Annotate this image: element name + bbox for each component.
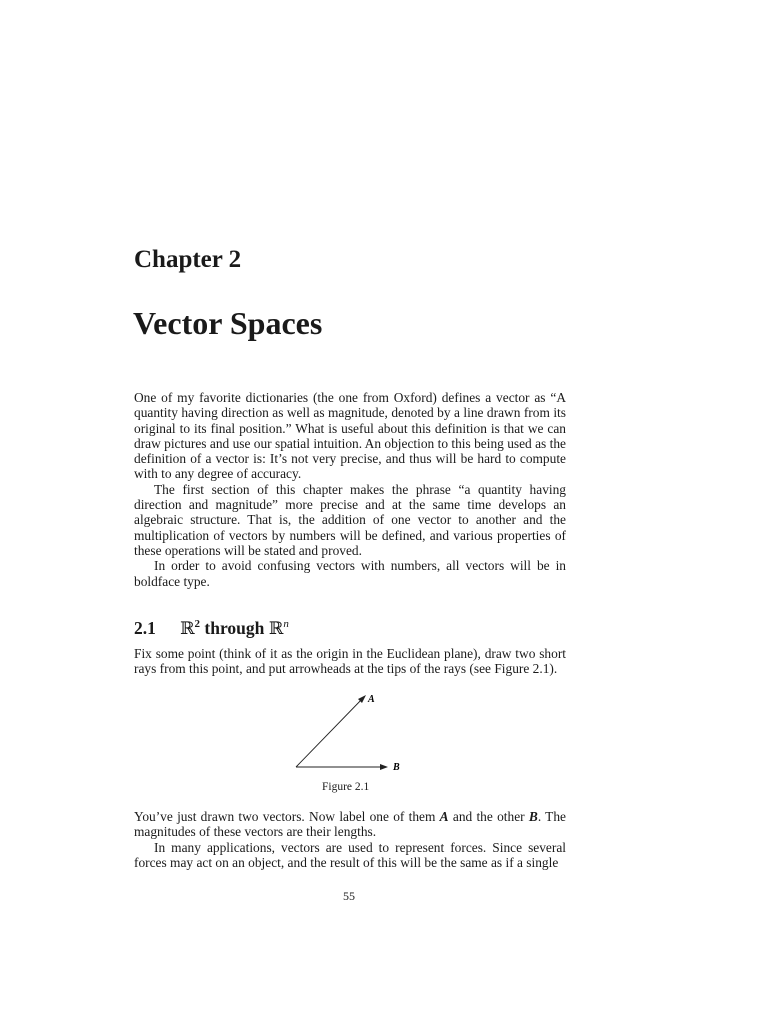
after-figure-text [134,809,566,870]
section-number: 2.1 [134,618,156,638]
intro-paragraph-2: The first section of this chapter makes the phrase “a quantity having direction and magnitude” more precise and at the same time develops an algebraic structure. That is, the addition of one vector to another and the multiplication of vectors by numbers will be defined, and various properties of these operations will be stated and proved. [134,481,566,558]
arrowhead-b [380,764,388,770]
section-heading [134,612,289,641]
after-figure-paragraph-1 [134,809,566,840]
set-symbol-r-n: ℝ [268,619,284,639]
set-symbol-r: ℝ [180,619,195,639]
intro-paragraph-3: In order to avoid confusing vectors with numbers, all vectors will be in boldface type. [134,558,566,589]
page-number: 55 [343,889,355,903]
label-a: A [368,694,375,705]
exponent-2: 2 [194,618,201,630]
vector-a-line [296,697,364,767]
exponent-n: n [283,618,289,630]
intro-text [134,390,566,589]
after-figure-paragraph-2: In many applications, vectors are used to represent forces. Since several forces may act on an object, and the result of this will be the same as if a single [134,839,566,870]
chapter-title: Vector Spaces [133,305,323,341]
vector-figure [280,686,420,776]
label-b: B [393,762,400,773]
section-text [134,646,566,677]
intro-paragraph-1: One of my favorite dictionaries (the one from Oxford) defines a vector as “A quantity having direction as well as magnitude, denoted by a line drawn from its original to its final position.” What is useful about this definition is that we can draw pictures and use our spatial intuition. An objection to this being used as the definition of a vector is: It’s not very precise, and thus will be hard to compute with to any degree of accuracy. [134,390,566,482]
vector-a-ref: A [439,809,449,824]
chapter-label: Chapter 2 [134,246,242,273]
text-run: You’ve just drawn two vectors. Now label one of them [134,809,440,824]
text-run: and the other [448,809,529,824]
text-run: . The magnitudes of these vectors are their lengths. [134,809,566,840]
section-through: through [204,618,265,638]
vector-b-ref: B [528,809,538,824]
figure-caption: Figure 2.1 [322,781,370,793]
section-paragraph-1: Fix some point (think of it as the origin in the Euclidean plane), draw two short rays from this point, and put arrowheads at the tips of the rays (see Figure 2.1). [134,646,566,677]
